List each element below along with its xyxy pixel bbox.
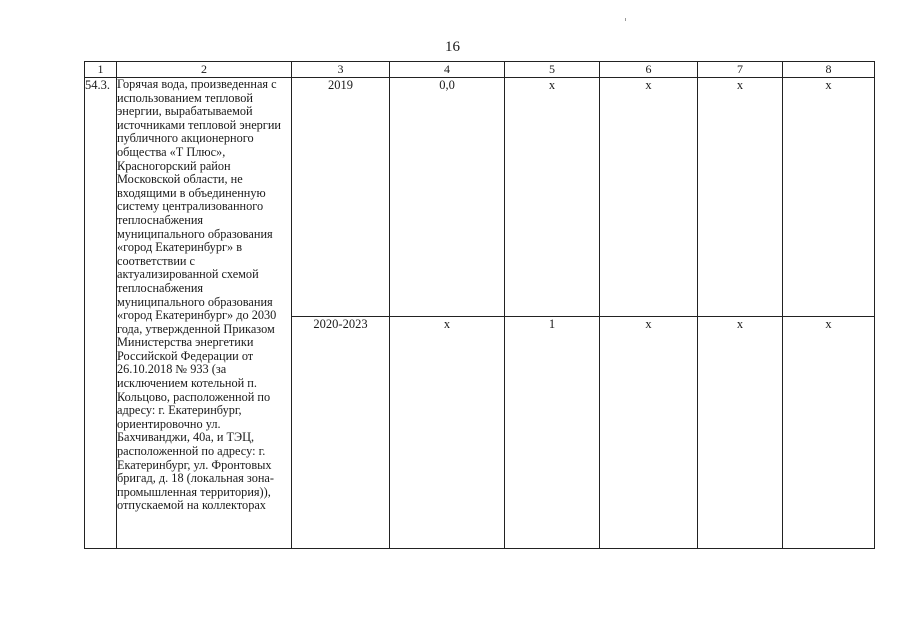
- column-header-2: 2: [117, 62, 292, 78]
- column-header-8: 8: [783, 62, 875, 78]
- value-cell-6: x: [600, 78, 698, 317]
- column-header-5: 5: [505, 62, 600, 78]
- table-row: [85, 78, 875, 317]
- column-header-6: 6: [600, 62, 698, 78]
- value-cell-5: 1: [505, 317, 600, 549]
- column-header-7: 7: [698, 62, 783, 78]
- row-number: 54.3.: [85, 78, 117, 549]
- value-cell-4: 0,0: [390, 78, 505, 317]
- period-cell: 2020-2023: [292, 317, 390, 549]
- period-cell: 2019: [292, 78, 390, 317]
- tariff-table: [84, 61, 875, 549]
- column-header-1: 1: [85, 62, 117, 78]
- value-cell-4: x: [390, 317, 505, 549]
- value-cell-6: x: [600, 317, 698, 549]
- value-cell-7: x: [698, 317, 783, 549]
- column-header-4: 4: [390, 62, 505, 78]
- value-cell-8: x: [783, 78, 875, 317]
- value-cell-8: x: [783, 317, 875, 549]
- page-number: 16: [445, 39, 460, 55]
- header-row: [85, 62, 875, 78]
- column-header-3: 3: [292, 62, 390, 78]
- row-description: Горячая вода, произведенная с использованием тепловой энергии, вырабатываемой источниками тепловой энергии публичного акционерного общества «Т Плюс», Красногорский район Московской области, не входящими в объединенную систему централизованного теплоснабжения муниципального образования «город Екатеринбург» в соответствии с актуализированной схемой теплоснабжения муниципального образования «город Екатеринбург» до 2030 года, утвержденной Приказом Министерства энергетики Российской Федерации от 26.10.2018 № 933 (за исключением котельной п. Кольцово, расположенной по адресу: г. Екатеринбург, ориентировочно ул. Бахчиванджи, 40а, и ТЭЦ, расположенной по адресу: г. Екатеринбург, ул. Фронтовых бригад, д. 18 (локальная зона-промышленная территория)), отпускаемой на коллекторах: [117, 78, 292, 549]
- scan-mark: [625, 18, 626, 21]
- value-cell-5: x: [505, 78, 600, 317]
- value-cell-7: x: [698, 78, 783, 317]
